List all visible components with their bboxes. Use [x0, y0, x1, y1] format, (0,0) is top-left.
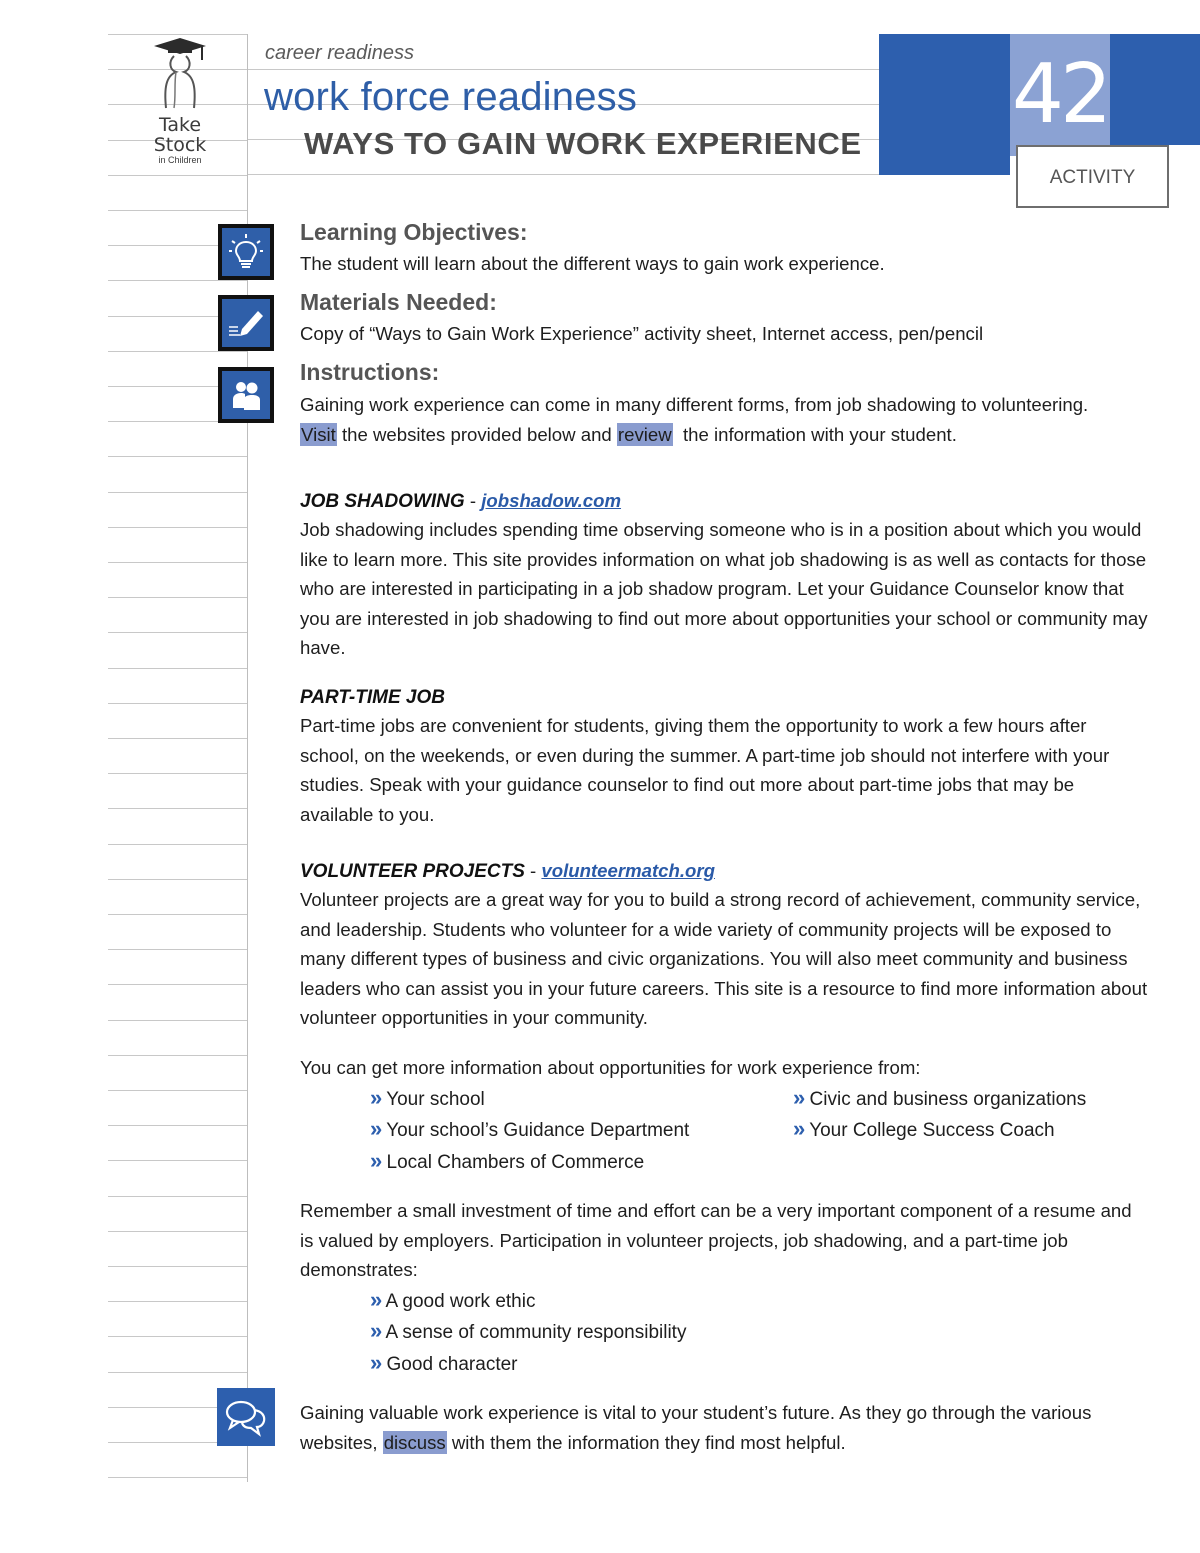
margin-rule-line: [108, 879, 248, 880]
remember-text: Remember a small investment of time and effort can be a very important component of a resume and is valued by employers. Participation in volunteer projects, job shadowing, and a part-time job demonstrates:: [300, 1200, 1132, 1281]
list-item: [793, 1117, 1055, 1143]
materials-heading: Materials Needed:: [300, 289, 497, 315]
job-shadowing-title-row: [300, 486, 1150, 517]
margin-rule-line: [108, 949, 248, 950]
activity-number: 42: [1011, 47, 1109, 142]
list-item: [793, 1086, 1086, 1112]
volunteer-body: Volunteer projects are a great way for you to build a strong record of achievement, community service, and leadership. Students who volunteer for a wide variety of community projects will be exposed to many different types of business and civic organizations. You will also meet community and business leaders who can assist you in your future careers. This site is a resource to find more information about volunteer opportunities in your community.: [300, 889, 1148, 1029]
margin-rule-line: [108, 280, 248, 281]
chevron-icon: »: [793, 1116, 803, 1141]
pencil-icon: [228, 307, 264, 339]
chevron-icon: »: [370, 1085, 380, 1110]
materials-icon-box: [218, 295, 274, 351]
people-icon: [228, 378, 264, 412]
margin-rule-line: [108, 210, 248, 211]
volunteermatch-link[interactable]: volunteermatch.org: [541, 860, 715, 881]
margin-rule-line: [108, 597, 248, 598]
chevron-icon: »: [370, 1148, 380, 1173]
instructions-text: [300, 390, 1150, 449]
list-item-text: Your school: [386, 1089, 485, 1110]
highlight-discuss: discuss: [383, 1431, 446, 1453]
header-blue-block: [1110, 34, 1200, 145]
title-separator: -: [524, 860, 542, 881]
activity-label: ACTIVITY: [1049, 167, 1136, 188]
margin-rule-line: [108, 808, 248, 809]
take-stock-logo: [140, 36, 220, 166]
header-blue-block: [1002, 156, 1010, 175]
objectives-icon-box: [218, 224, 274, 280]
margin-rule-line: [108, 1266, 248, 1267]
chevron-icon: »: [370, 1350, 380, 1375]
list-item-text: Local Chambers of Commerce: [386, 1152, 645, 1173]
list-item: [370, 1149, 644, 1175]
margin-rule-line: [108, 351, 248, 352]
graduate-figure-icon: [152, 36, 208, 110]
page-subtitle: WAYS TO GAIN WORK EXPERIENCE: [304, 126, 862, 161]
objectives-heading: Learning Objectives:: [300, 219, 528, 245]
list-item: [370, 1319, 686, 1345]
chat-bubbles-icon: [224, 1397, 268, 1437]
jobshadow-link[interactable]: jobshadow.com: [481, 490, 622, 511]
margin-rule-line: [108, 562, 248, 563]
margin-rule-line: [108, 773, 248, 774]
margin-rule-line: [108, 1125, 248, 1126]
margin-rule-line: [108, 456, 248, 457]
job-shadowing-title: JOB SHADOWING: [300, 491, 465, 512]
instructions-icon-box: [218, 367, 274, 423]
margin-rule-line: [108, 34, 248, 35]
closing-end: with them the information they find most helpful.: [446, 1431, 846, 1453]
margin-rule-line: [108, 668, 248, 669]
instructions-heading: Instructions:: [300, 359, 440, 385]
section-kicker: career readiness: [265, 42, 414, 64]
margin-rule-line: [108, 844, 248, 845]
instructions-line-1: Gaining work experience can come in many different forms, from job shadowing to volunteering.: [300, 394, 1089, 415]
margin-rule-line: [108, 1090, 248, 1091]
chevron-icon: »: [370, 1318, 380, 1343]
margin-rule-line: [108, 1301, 248, 1302]
list-item-text: Civic and business organizations: [809, 1089, 1087, 1110]
highlight-review: review: [617, 423, 672, 445]
logo-word-children: in Children: [158, 155, 202, 165]
margin-rule-line: [108, 1020, 248, 1021]
activity-label-box: [1016, 145, 1169, 208]
closing-icon-box: [217, 1388, 275, 1446]
title-separator: -: [464, 490, 482, 511]
list-item: [370, 1351, 518, 1377]
volunteer-title: VOLUNTEER PROJECTS: [300, 861, 525, 882]
header-rule: [248, 69, 880, 70]
list-item: [370, 1086, 485, 1112]
margin-rule-line: [108, 738, 248, 739]
margin-rule-line: [108, 1231, 248, 1232]
job-shadowing-body: Job shadowing includes spending time observing someone who is in a position about which you would like to learn more. This site provides information on what job shadowing is as well as contacts for those who are interested in participating in a job shadow program. Let your Guidance Counselor know that you are interested in job shadowing to find out more about opportunities your school or community may have.: [300, 519, 1148, 659]
chevron-icon: »: [793, 1085, 803, 1110]
margin-rule-line: [108, 1372, 248, 1373]
margin-rule-line: [108, 984, 248, 985]
list-item-text: A sense of community responsibility: [385, 1322, 687, 1343]
list-item: [370, 1288, 535, 1314]
part-time-body: Part-time jobs are convenient for students, giving them the opportunity to work a few hours after school, on the weekends, or even during the summer. A part-time job should not interfere with your studies. Speak with your guidance counselor to find out more about part-time jobs that may be available to you.: [300, 715, 1110, 825]
header-rule: [248, 174, 880, 175]
margin-rule-line: [108, 492, 248, 493]
chevron-icon: »: [370, 1116, 380, 1141]
closing-start: Gaining valuable work experience is vital to your student’s future. As they go through the various websites,: [300, 1402, 1092, 1453]
list-item: [370, 1117, 689, 1143]
materials-text: Copy of “Ways to Gain Work Experience” activity sheet, Internet access, pen/pencil: [300, 323, 984, 344]
instructions-end: the information with your student.: [672, 423, 957, 445]
header-blue-block: [879, 34, 1010, 175]
more-info-intro: You can get more information about opportunities for work experience from:: [300, 1057, 921, 1078]
list-item-text: A good work ethic: [385, 1291, 536, 1312]
list-item-text: Your school’s Guidance Department: [386, 1120, 690, 1141]
volunteer-title-row: [300, 856, 1150, 887]
logo-word-stock: Stock: [153, 134, 207, 156]
margin-rule-line: [108, 1055, 248, 1056]
highlight-visit: Visit: [301, 423, 336, 445]
margin-rule-line: [108, 703, 248, 704]
margin-rule-line: [108, 1477, 248, 1478]
part-time-title-row: [300, 682, 1150, 713]
list-item-text: Your College Success Coach: [809, 1120, 1055, 1141]
instructions-mid: the websites provided below and: [336, 423, 617, 445]
lightbulb-icon: [228, 233, 264, 271]
part-time-title: PART-TIME JOB: [300, 687, 445, 708]
margin-rule-line: [108, 914, 248, 915]
margin-rule-line: [108, 632, 248, 633]
list-item-text: Good character: [386, 1354, 518, 1375]
margin-rule-line: [108, 175, 248, 176]
page-title: work force readiness: [264, 75, 638, 119]
objectives-text: The student will learn about the different ways to gain work experience.: [300, 253, 885, 274]
closing-text: [300, 1398, 1150, 1457]
margin-rule-line: [108, 1196, 248, 1197]
margin-rule-line: [108, 1336, 248, 1337]
margin-rule-line: [108, 527, 248, 528]
margin-rule-line: [108, 1160, 248, 1161]
chevron-icon: »: [370, 1287, 380, 1312]
logo-word-take: Take: [158, 114, 202, 136]
